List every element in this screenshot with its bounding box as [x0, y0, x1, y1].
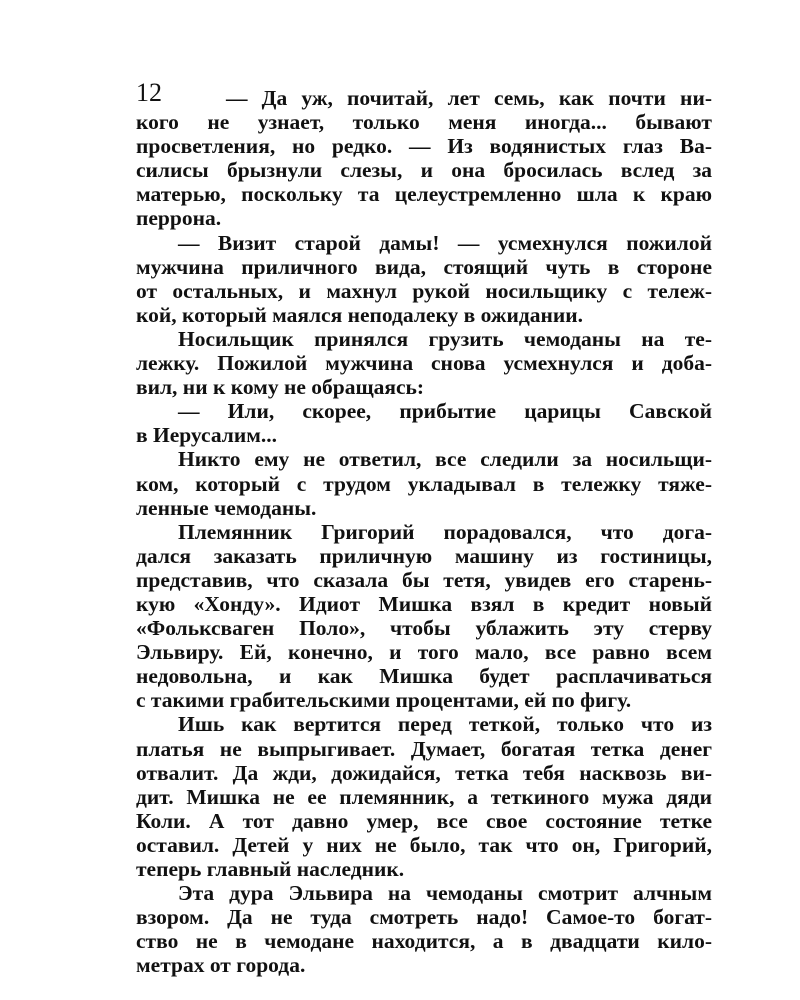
text-line: мужчина приличного вида, стоящий чуть в стороне	[136, 254, 712, 279]
text-line: с такими грабительскими процентами, ей по фигу.	[136, 688, 632, 713]
text-line: в Иерусалим...	[136, 423, 277, 448]
text-line: матерью, поскольку та целеустремленно шла к краю	[136, 182, 712, 207]
text-line: оставил. Детей у них не было, так что он, Григорий,	[136, 832, 712, 857]
text-line: дит. Мишка не ее племянник, а теткиного мужа дяди	[136, 784, 712, 809]
text-line: силисы брызнули слезы, и она бросилась вслед за	[136, 158, 712, 183]
text-line: Коли. А тот давно умер, все свое состояние тетке	[136, 808, 712, 833]
text-line: — Да уж, почитай, лет семь, как почти ни-	[226, 86, 712, 110]
text-line: «Фольксваген Поло», чтобы ублажить эту стерву	[136, 616, 712, 641]
text-line: Эта дура Эльвира на чемоданы смотрит алчным	[178, 881, 712, 906]
text-line: от остальных, и махнул рукой носильщику с тележ-	[136, 278, 712, 303]
text-line: ком, который с трудом укладывал в тележку тяже-	[136, 471, 712, 496]
text-line: взором. Да не туда смотреть надо! Самое-то богат-	[136, 905, 712, 930]
text-line: кой, который маялся неподалеку в ожидании.	[136, 302, 584, 327]
text-line: ство не в чемодане находится, а в двадцати кило-	[136, 929, 712, 954]
text-line: Эльвиру. Ей, конечно, и того мало, все равно всем	[136, 640, 712, 665]
text-line: метрах от города.	[136, 953, 306, 978]
text-line: Племянник Григорий порадовался, что дога-	[178, 519, 712, 544]
text-line: кого не узнает, только меня иногда... бывают	[136, 110, 712, 135]
text-line: — Визит старой дамы! — усмехнулся пожилой	[178, 230, 712, 255]
text-line: недовольна, и как Мишка будет расплачиваться	[136, 664, 712, 689]
body-text	[136, 86, 712, 977]
text-line: вил, ни к кому не обращаясь:	[136, 375, 425, 400]
text-line: Носильщик принялся грузить чемоданы на те-	[178, 326, 712, 351]
text-line: перрона.	[136, 206, 222, 231]
text-line: представив, что сказала бы тетя, увидев его старень-	[136, 567, 712, 592]
text-line: Ишь как вертится перед теткой, только что из	[178, 712, 712, 737]
text-line: — Или, скорее, прибытие царицы Савской	[178, 399, 712, 424]
page-number: 12	[136, 78, 162, 107]
text-line: дался заказать приличную машину из гостиницы,	[136, 543, 712, 568]
text-line: лежку. Пожилой мужчина снова усмехнулся и доба-	[136, 351, 712, 376]
text-line: Никто ему не ответил, все следили за носильщи-	[178, 447, 712, 472]
text-line: кую «Хонду». Идиот Мишка взял в кредит новый	[136, 591, 712, 616]
text-line: теперь главный наследник.	[136, 857, 405, 881]
text-line: отвалит. Да жди, дожидайся, тетка тебя насквозь ви-	[136, 760, 712, 785]
text-line: платья не выпрыгивает. Думает, богатая тетка денег	[136, 736, 712, 761]
text-line: просветления, но редко. — Из водянистых глаз Ва-	[136, 134, 712, 159]
text-line: ленные чемоданы.	[136, 495, 317, 520]
